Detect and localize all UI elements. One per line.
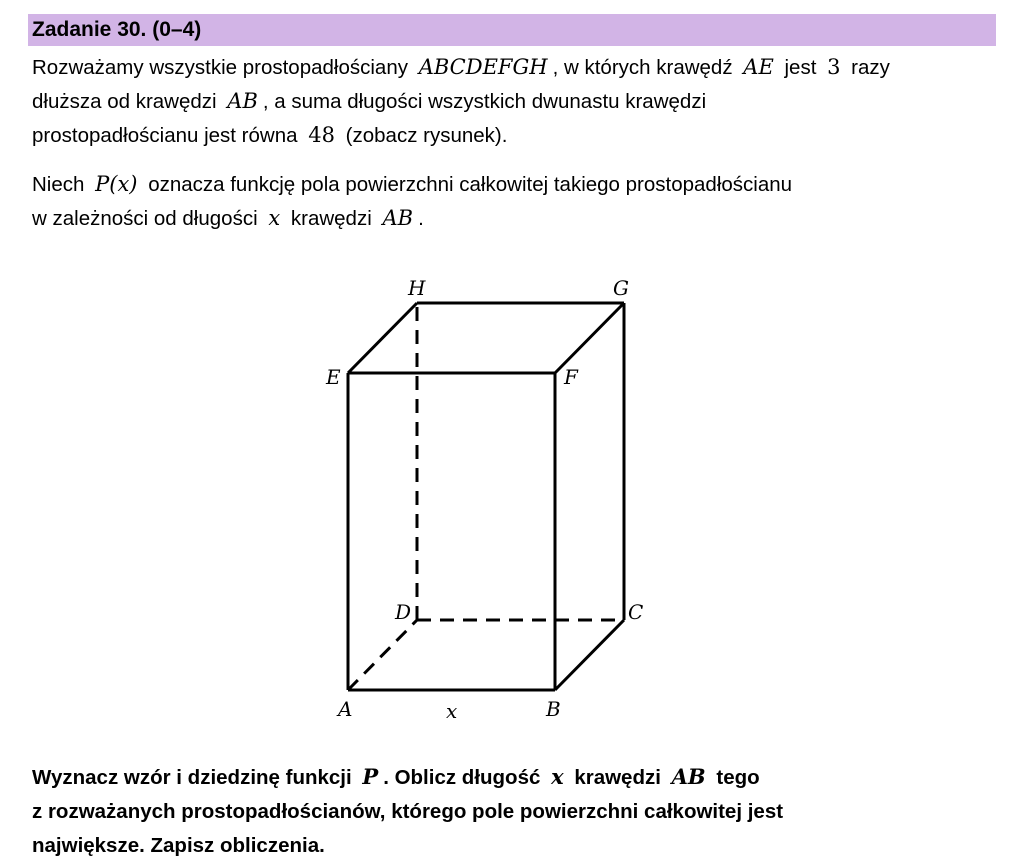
task-line-3: największe. Zapisz obliczenia. — [32, 834, 325, 857]
math-number-48: 48 — [308, 123, 335, 147]
edge-eh — [348, 303, 417, 373]
text: . — [418, 207, 424, 230]
text: , w których krawędź — [552, 56, 733, 79]
task-line-1 — [32, 760, 783, 795]
math-function-p: P — [362, 764, 379, 789]
text: krawędzi — [574, 766, 661, 789]
text: dłuższa od krawędzi — [32, 90, 217, 113]
edge-fg — [555, 303, 624, 373]
text: tego — [716, 766, 760, 789]
math-function-p: P(x) — [95, 172, 138, 196]
text: (zobacz rysunek). — [345, 124, 508, 147]
task-title: Zadanie 30. (0–4) — [32, 18, 202, 41]
vertex-label-b: B — [546, 697, 561, 721]
vertex-label-f: F — [564, 365, 578, 389]
edge-ad-hidden — [348, 620, 417, 690]
vertex-label-g: G — [613, 276, 629, 300]
vertex-label-d: D — [395, 600, 412, 624]
math-number-3: 3 — [827, 55, 841, 79]
text: w zależności od długości — [32, 207, 258, 230]
math-variable-x: x — [551, 764, 564, 789]
math-edge-ab: AB — [382, 206, 414, 230]
vertex-label-h: H — [408, 276, 426, 300]
text: . Oblicz długość — [383, 766, 541, 789]
edge-label-x: x — [446, 699, 458, 723]
math-variable-x: x — [268, 206, 281, 230]
vertex-label-e: E — [326, 365, 341, 389]
math-edge-ab: AB — [227, 89, 258, 113]
text: krawędzi — [290, 207, 372, 230]
text: Rozważamy wszystkie prostopadłościany — [32, 56, 408, 79]
text: prostopadłościanu jest równa — [32, 124, 298, 147]
text: Niech — [32, 173, 85, 196]
text: , a suma długości wszystkich dwunastu krawędzi — [262, 90, 707, 113]
task-instruction — [32, 760, 783, 863]
text: oznacza funkcję pola powierzchni całkowitej takiego prostopadłościanu — [148, 173, 793, 196]
math-edge-ab: AB — [671, 764, 706, 789]
task-line-2: z rozważanych prostopadłościanów, którego pole powierzchni całkowitej jest — [32, 800, 784, 823]
text: Wyznacz wzór i dziedzinę funkcji — [32, 766, 352, 789]
text: razy — [851, 56, 890, 79]
math-cuboid-name: ABCDEFGH — [418, 55, 548, 79]
math-edge-ae: AE — [743, 55, 774, 79]
edge-bc — [555, 620, 624, 690]
text: jest — [784, 56, 817, 79]
vertex-label-c: C — [628, 600, 644, 624]
vertex-label-a: A — [338, 697, 353, 721]
